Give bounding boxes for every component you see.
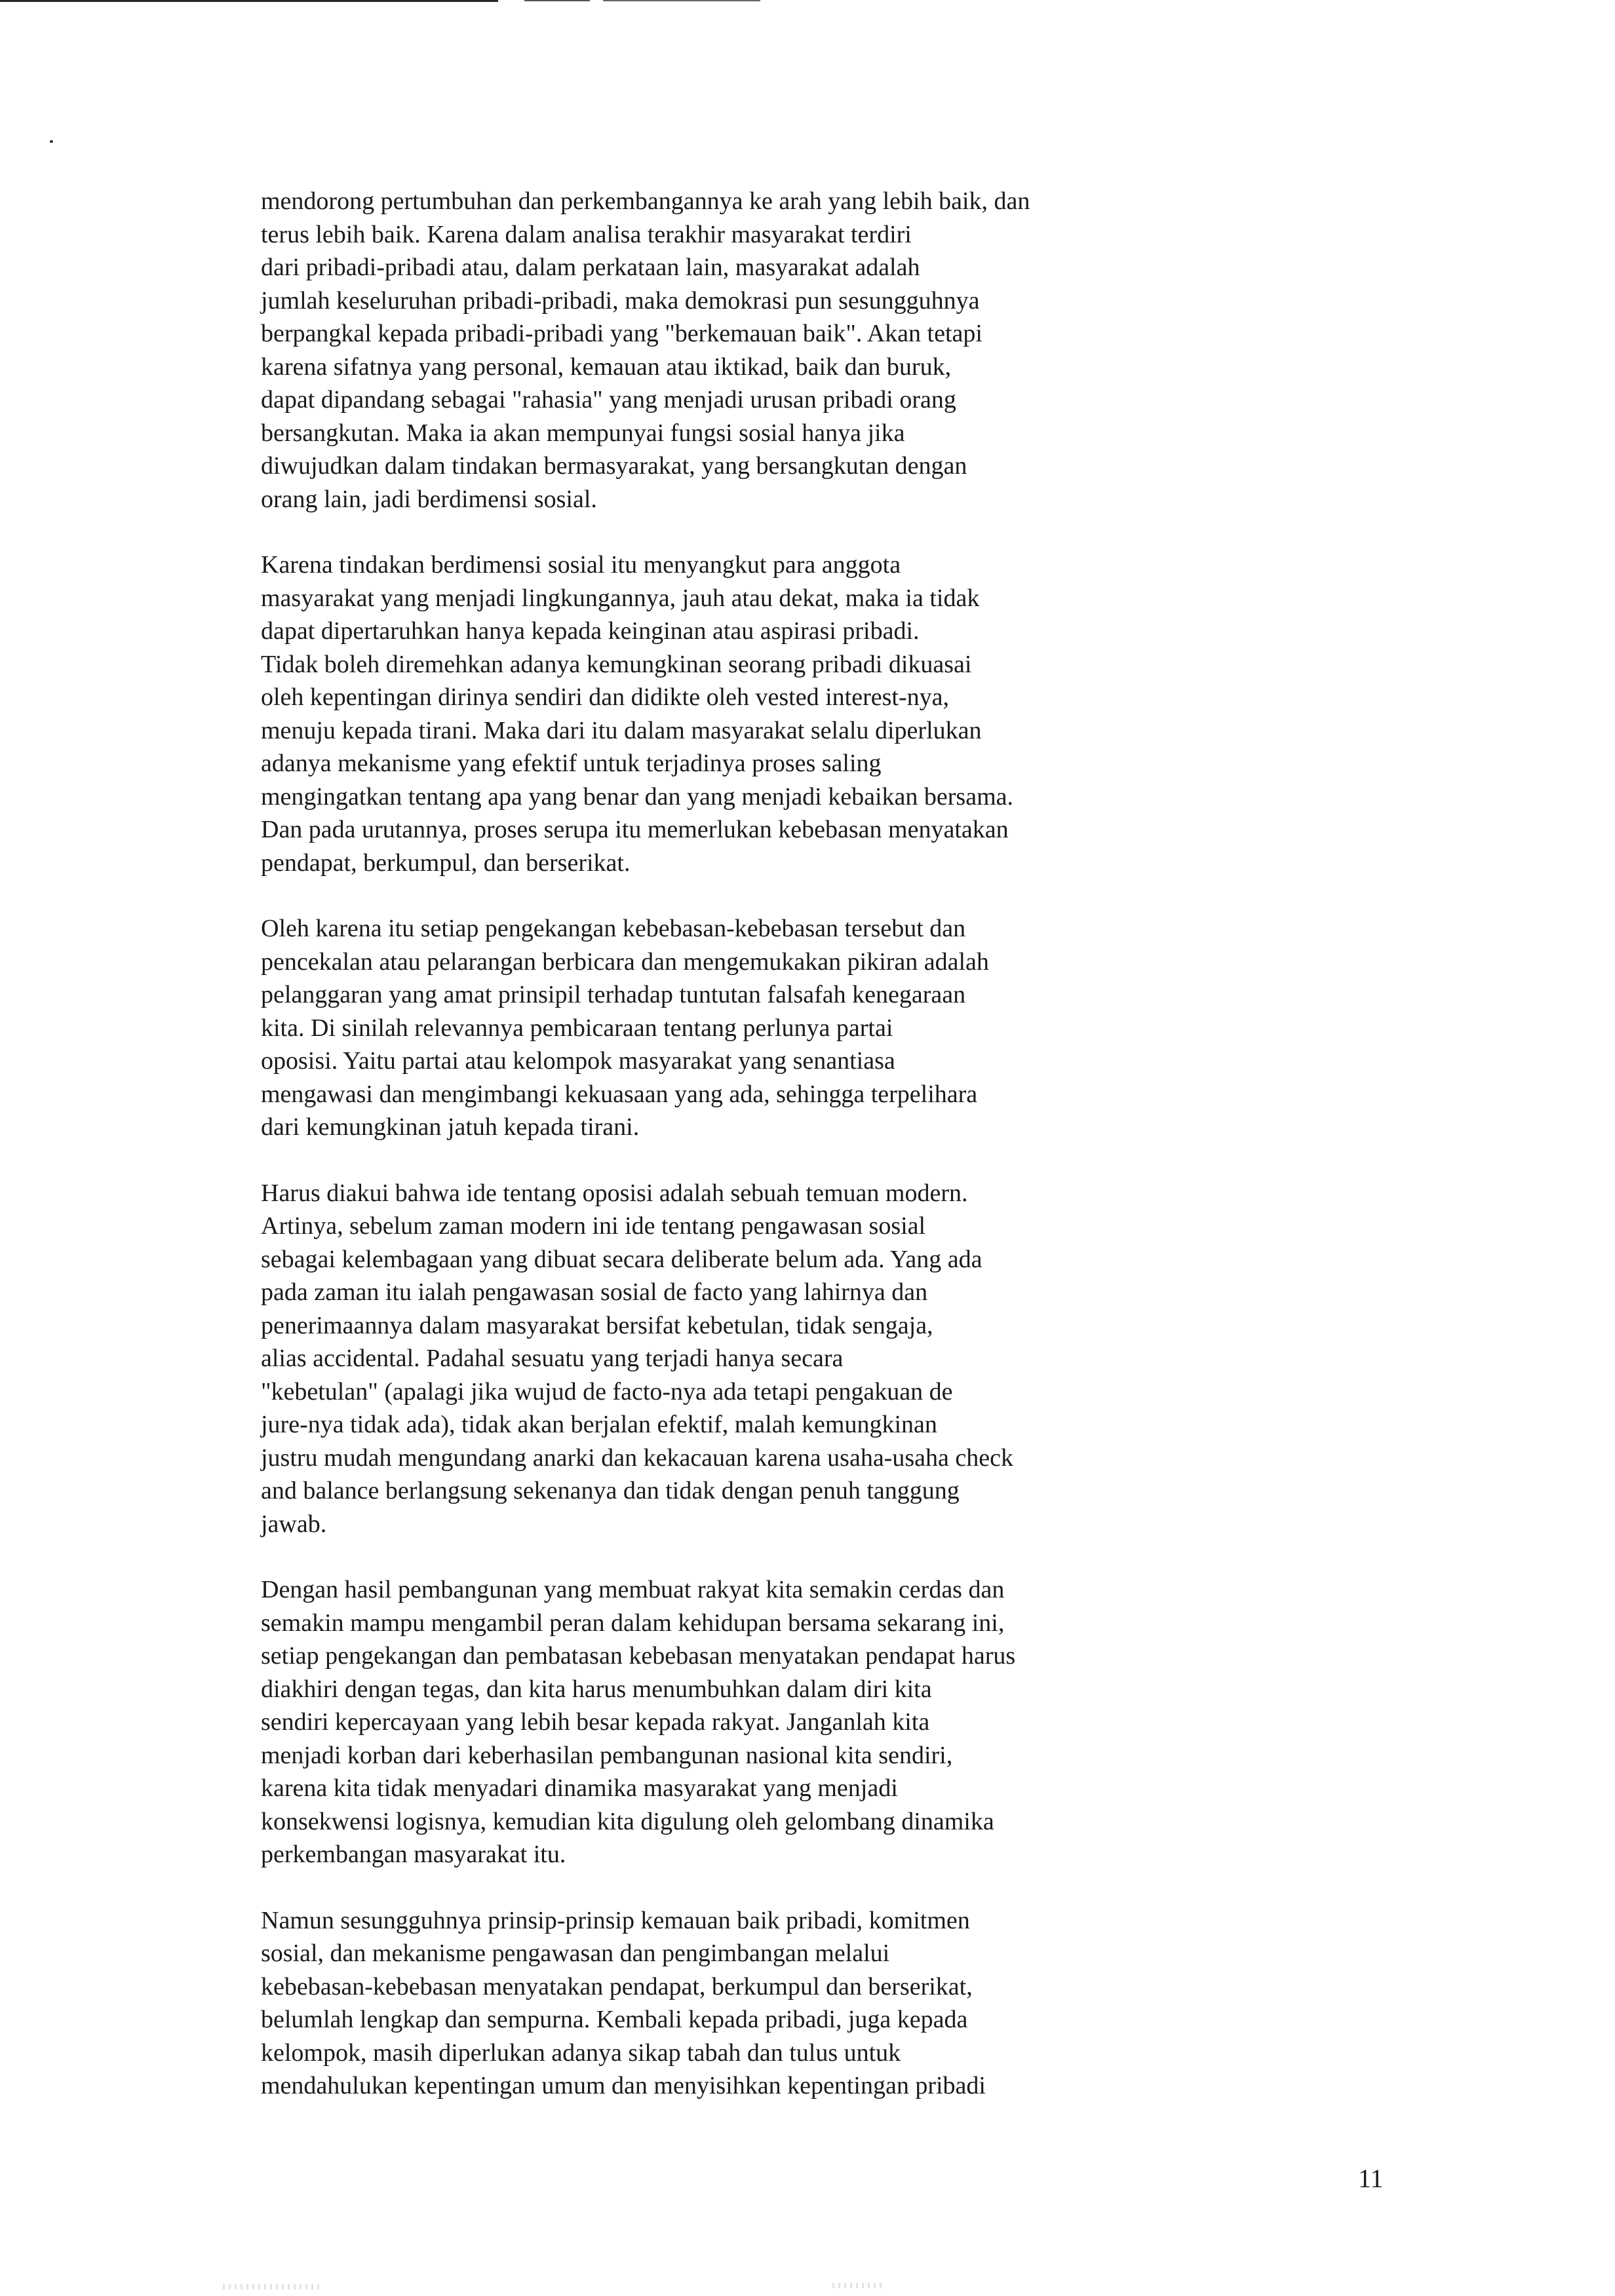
text-line: semakin mampu mengambil peran dalam kehidupan bersama sekarang ini, bbox=[261, 1609, 1005, 1637]
text-line: terus lebih baik. Karena dalam analisa terakhir masyarakat terdiri bbox=[261, 220, 912, 248]
text-line: adanya mekanisme yang efektif untuk terjadinya proses saling bbox=[261, 750, 882, 777]
paragraph bbox=[261, 1177, 1408, 1541]
scan-noise bbox=[832, 2283, 885, 2288]
text-line: alias accidental. Padahal sesuatu yang terjadi hanya secara bbox=[261, 1345, 844, 1372]
page-number: 11 bbox=[1358, 2164, 1384, 2193]
text-line: berpangkal kepada pribadi-pribadi yang "berkemauan baik". Akan tetapi bbox=[261, 320, 983, 347]
text-line: menjadi korban dari keberhasilan pembangunan nasional kita sendiri, bbox=[261, 1741, 953, 1769]
text-line: Artinya, sebelum zaman modern ini ide tentang pengawasan sosial bbox=[261, 1212, 926, 1240]
scan-speck bbox=[50, 140, 53, 143]
paragraph bbox=[261, 185, 1408, 516]
text-line: sebagai kelembagaan yang dibuat secara deliberate belum ada. Yang ada bbox=[261, 1245, 983, 1273]
text-line: "kebetulan" (apalagi jika wujud de facto-nya ada tetapi pengakuan de bbox=[261, 1377, 953, 1406]
text-line: kita. Di sinilah relevannya pembicaraan tentang perlunya partai bbox=[261, 1014, 893, 1042]
text-line: mengawasi dan mengimbangi kekuasaan yang ada, sehingga terpelihara bbox=[261, 1080, 978, 1108]
scan-edge-line bbox=[524, 0, 590, 1]
text-line: jumlah keseluruhan pribadi-pribadi, maka demokrasi pun sesungguhnya bbox=[261, 286, 980, 315]
text-line: dapat dipertaruhkan hanya kepada keinginan atau aspirasi pribadi. bbox=[261, 617, 920, 645]
text-line: belumlah lengkap dan sempurna. Kembali kepada pribadi, juga kepada bbox=[261, 2006, 968, 2033]
scan-noise bbox=[223, 2284, 321, 2289]
text-line: Tidak boleh diremehkan adanya kemungkinan seorang pribadi dikuasai bbox=[261, 650, 972, 678]
text-line: dari kemungkinan jatuh kepada tirani. bbox=[261, 1113, 640, 1141]
text-line: justru mudah mengundang anarki dan kekacauan karena usaha-usaha check bbox=[261, 1444, 1013, 1472]
text-line: Harus diakui bahwa ide tentang oposisi adalah sebuah temuan modern. bbox=[261, 1179, 968, 1207]
text-line: karena kita tidak menyadari dinamika masyarakat yang menjadi bbox=[261, 1774, 898, 1802]
text-line: Namun sesungguhnya prinsip-prinsip kemauan baik pribadi, komitmen bbox=[261, 1906, 970, 1934]
text-line: pendapat, berkumpul, dan berserikat. bbox=[261, 849, 631, 877]
text-line: karena sifatnya yang personal, kemauan atau iktikad, baik dan buruk, bbox=[261, 353, 952, 381]
paragraph bbox=[261, 1573, 1408, 1871]
text-line: Oleh karena itu setiap pengekangan kebebasan-kebebasan tersebut dan bbox=[261, 915, 966, 942]
paragraph bbox=[261, 548, 1408, 879]
text-line: jawab. bbox=[261, 1510, 327, 1538]
text-line: menuju kepada tirani. Maka dari itu dalam masyarakat selalu diperlukan bbox=[261, 716, 982, 744]
text-line: masyarakat yang menjadi lingkungannya, jauh atau dekat, maka ia tidak bbox=[261, 584, 980, 612]
text-line: perkembangan masyarakat itu. bbox=[261, 1841, 566, 1868]
text-line: orang lain, jadi berdimensi sosial. bbox=[261, 485, 597, 513]
text-line: kelompok, masih diperlukan adanya sikap tabah dan tulus untuk bbox=[261, 2038, 901, 2067]
text-line: mendorong pertumbuhan dan perkembangannya ke arah yang lebih baik, dan bbox=[261, 187, 1030, 215]
text-line: konsekwensi logisnya, kemudian kita digulung oleh gelombang dinamika bbox=[261, 1807, 994, 1835]
text-line: diakhiri dengan tegas, dan kita harus menumbuhkan dalam diri kita bbox=[261, 1675, 932, 1703]
text-line: and balance berlangsung sekenanya dan tidak dengan penuh tanggung bbox=[261, 1477, 960, 1504]
text-line: pencekalan atau pelarangan berbicara dan mengemukakan pikiran adalah bbox=[261, 947, 989, 976]
text-line: sosial, dan mekanisme pengawasan dan pengimbangan melalui bbox=[261, 1940, 890, 1967]
text-line: Dan pada urutannya, proses serupa itu memerlukan kebebasan menyatakan bbox=[261, 816, 1009, 843]
text-line: sendiri kepercayaan yang lebih besar kepada rakyat. Janganlah kita bbox=[261, 1708, 930, 1736]
text-line: mendahulukan kepentingan umum dan menyisihkan kepentingan pribadi bbox=[261, 2072, 986, 2099]
text-line: bersangkutan. Maka ia akan mempunyai fungsi sosial hanya jika bbox=[261, 419, 905, 447]
text-line: oposisi. Yaitu partai atau kelompok masyarakat yang senantiasa bbox=[261, 1047, 895, 1075]
text-line: penerimaannya dalam masyarakat bersifat kebetulan, tidak sengaja, bbox=[261, 1311, 933, 1339]
paragraph bbox=[261, 912, 1408, 1144]
scan-edge-line bbox=[0, 0, 498, 2]
text-line: pelanggaran yang amat prinsipil terhadap tuntutan falsafah kenegaraan bbox=[261, 981, 966, 1008]
text-line: diwujudkan dalam tindakan bermasyarakat, yang bersangkutan dengan bbox=[261, 452, 967, 480]
text-line: oleh kepentingan dirinya sendiri dan didikte oleh vested interest-nya, bbox=[261, 683, 949, 711]
document-body bbox=[261, 185, 1408, 2135]
paragraph bbox=[261, 1904, 1408, 2103]
text-line: mengingatkan tentang apa yang benar dan yang menjadi kebaikan bersama. bbox=[261, 782, 1013, 811]
text-line: Dengan hasil pembangunan yang membuat rakyat kita semakin cerdas dan bbox=[261, 1576, 1005, 1603]
text-line: jure-nya tidak ada), tidak akan berjalan efektif, malah kemungkinan bbox=[261, 1411, 937, 1438]
text-line: setiap pengekangan dan pembatasan kebebasan menyatakan pendapat harus bbox=[261, 1642, 1016, 1670]
text-line: dari pribadi-pribadi atau, dalam perkataan lain, masyarakat adalah bbox=[261, 254, 920, 281]
text-line: dapat dipandang sebagai "rahasia" yang menjadi urusan pribadi orang bbox=[261, 386, 956, 413]
scan-edge-line bbox=[603, 0, 760, 1]
text-line: Karena tindakan berdimensi sosial itu menyangkut para anggota bbox=[261, 551, 901, 579]
text-line: kebebasan-kebebasan menyatakan pendapat, berkumpul dan berserikat, bbox=[261, 1972, 973, 2000]
text-line: pada zaman itu ialah pengawasan sosial de facto yang lahirnya dan bbox=[261, 1278, 928, 1306]
